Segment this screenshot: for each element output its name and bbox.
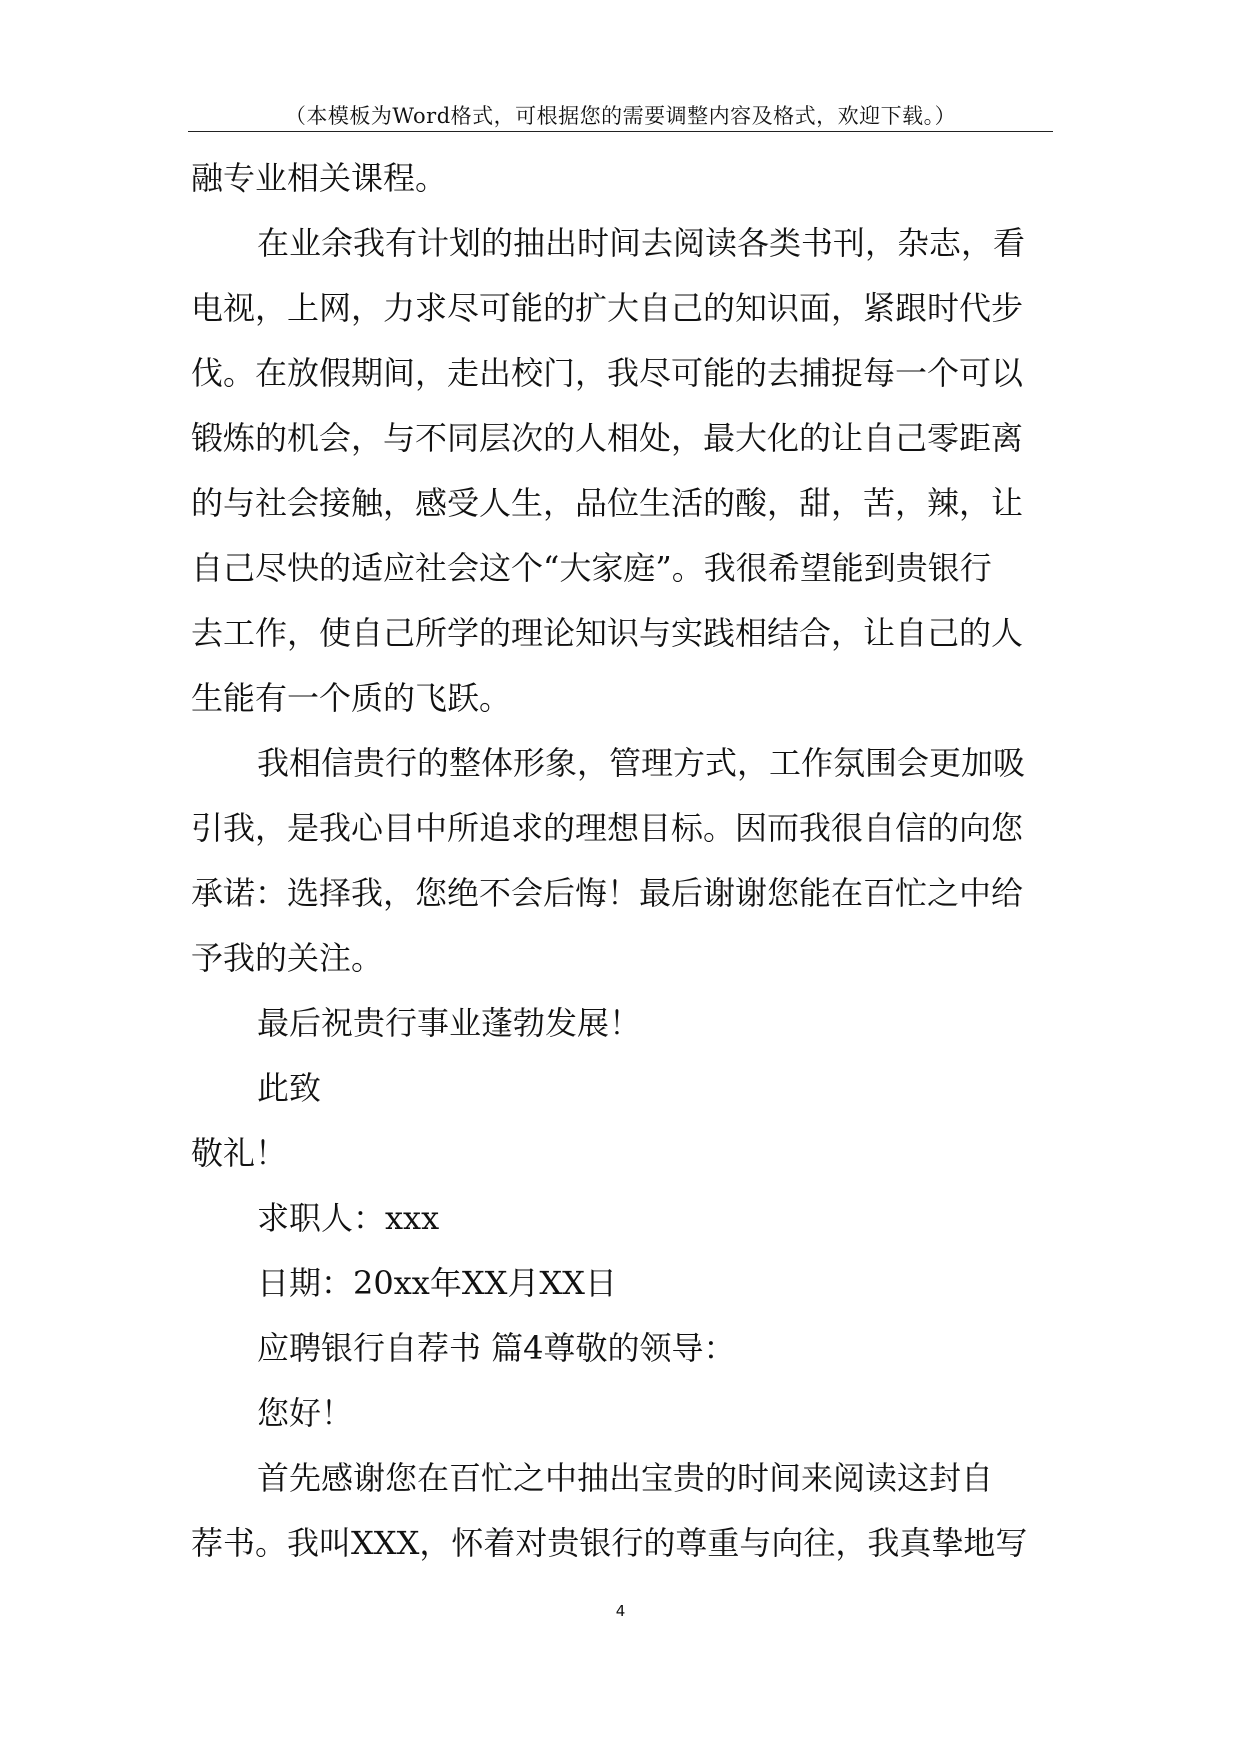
template-header-note: （本模板为Word格式，可根据您的需要调整内容及格式，欢迎下载。） — [284, 104, 957, 128]
closing-wish — [191, 1003, 1061, 1043]
paragraph-2 — [191, 223, 1061, 718]
paragraph-line: 锻炼的机会，与不同层次的人相处，最大化的让自己零距离 — [191, 419, 1024, 457]
header-divider — [188, 131, 1053, 132]
paragraph-line: 自己尽快的适应社会这个“大家庭”。我很希望能到贵银行 — [191, 549, 992, 587]
paragraph-line: 伐。在放假期间，走出校门，我尽可能的去捕捉每一个可以 — [191, 354, 1024, 392]
paragraph-line: 首先感谢您在百忙之中抽出宝贵的时间来阅读这封自 — [257, 1459, 994, 1497]
salutation-opening — [191, 1068, 1061, 1108]
paragraph-line: 求职人：xxx — [257, 1199, 440, 1237]
page-number: 4 — [615, 1602, 626, 1620]
paragraph-line: 日期：20xx年XX月XX日 — [257, 1264, 617, 1302]
paragraph-1 — [191, 158, 1061, 198]
paragraph-line: 在业余我有计划的抽出时间去阅读各类书刊，杂志，看 — [257, 224, 1026, 262]
paragraph-line: 您好！ — [257, 1394, 354, 1432]
paragraph-line: 予我的关注。 — [191, 939, 384, 977]
section-heading — [191, 1328, 1061, 1368]
paragraph-line: 融专业相关课程。 — [191, 159, 448, 197]
letter-date — [191, 1263, 1061, 1303]
paragraph-line: 应聘银行自荐书 篇4尊敬的领导： — [257, 1329, 736, 1367]
paragraph-line: 引我，是我心目中所追求的理想目标。因而我很自信的向您 — [191, 809, 1024, 847]
salutation-closing — [191, 1133, 1061, 1173]
paragraph-line: 生能有一个质的飞跃。 — [191, 679, 512, 717]
paragraph-line: 的与社会接触，感受人生，品位生活的酸，甜，苦，辣，让 — [191, 484, 1024, 522]
greeting — [191, 1393, 1061, 1433]
paragraph-line: 电视，上网，力求尽可能的扩大自己的知识面，紧跟时代步 — [191, 289, 1024, 327]
paragraph-line: 承诺：选择我，您绝不会后悔！最后谢谢您能在百忙之中给 — [191, 874, 1024, 912]
paragraph-line: 荐书。我叫XXX，怀着对贵银行的尊重与向往，我真挚地写 — [191, 1524, 1028, 1562]
paragraph-line: 最后祝贵行事业蓬勃发展！ — [257, 1004, 642, 1042]
paragraph-line: 去工作，使自己所学的理论知识与实践相结合，让自己的人 — [191, 614, 1024, 652]
paragraph-3 — [191, 743, 1061, 978]
paragraph-line: 我相信贵行的整体形象，管理方式，工作氛围会更加吸 — [257, 744, 1026, 782]
document-body — [191, 158, 1061, 1588]
paragraph-line: 敬礼！ — [191, 1134, 288, 1172]
paragraph-intro — [191, 1458, 1061, 1563]
applicant-signature — [191, 1198, 1061, 1238]
paragraph-line: 此致 — [257, 1069, 322, 1107]
